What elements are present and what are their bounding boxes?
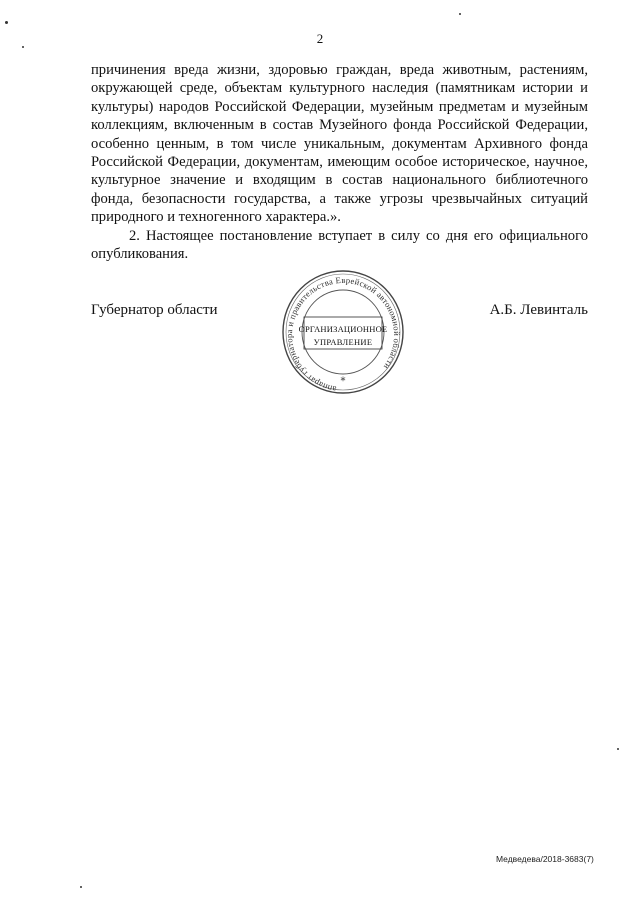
paragraph-continuation: причинения вреда жизни, здоровью граждан, вреда животным, растениям, окружающей среде, объектам культурного наследия (памятникам истории и культуры) народов Российской Федерации, музейным предметам и музейным коллекциям, включенным в состав Музейного фонда Российской Федерации, особенно ценным, в том числе уникальным, документам Архивного фонда Российской Федерации, документам, имеющим особое историческое, научное, культурное значение и входящим в состав национального библиотечного фонда, безопасности государства, а также угрозы чрезвычайных ситуаций природного и техногенного характера.».	[91, 62, 588, 226]
signatory-name: А.Б. Левинталь	[489, 302, 588, 318]
official-stamp	[281, 268, 405, 396]
document-body	[91, 61, 588, 263]
stamp-star: *	[340, 376, 346, 387]
scan-speck	[22, 46, 24, 48]
document-footer-code: Медведева/2018-3683(7)	[496, 854, 594, 864]
scan-speck	[459, 13, 461, 15]
stamp-center-line-2: УПРАВЛЕНИЕ	[313, 337, 373, 347]
stamp-center-line-1: ОРГАНИЗАЦИОННОЕ	[298, 324, 388, 334]
stamp-ring-text: аппарат губернатора и правительства Еврейской автономной области	[284, 274, 403, 395]
scan-speck	[617, 748, 619, 750]
page-number: 2	[316, 31, 324, 46]
signatory-title: Губернатор области	[91, 302, 218, 318]
scan-speck	[80, 886, 82, 888]
paragraph-effective-date: 2. Настоящее постановление вступает в силу со дня его официального опубликования.	[91, 227, 588, 263]
scan-speck	[5, 21, 8, 24]
